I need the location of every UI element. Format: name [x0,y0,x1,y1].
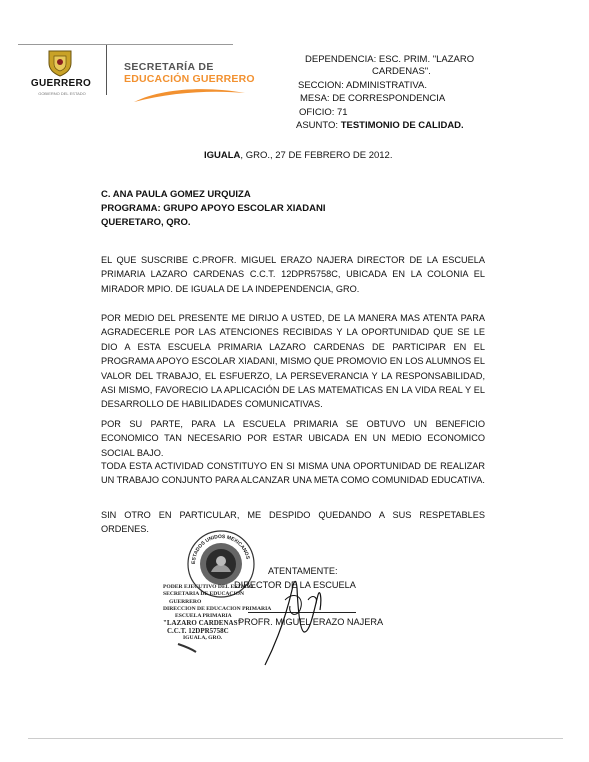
stamp-line: "LAZARO CARDENAS" [163,619,242,628]
seal-ring-text: ESTADOS UNIDOS MEXICANOS [190,533,251,565]
header-dependencia-line1: DEPENDENCIA: ESC. PRIM. "LAZARO [305,54,475,65]
asunto-value: TESTIMONIO DE CALIDAD. [340,120,464,131]
letter-date [204,150,392,161]
swoosh-decoration [132,84,247,106]
date-rest: , GRO., 27 DE FEBRERO DE 2012. [240,150,393,161]
header-mesa: MESA: DE CORRESPONDENCIA [300,93,446,104]
header-oficio: OFICIO: 71 [299,107,348,118]
stamp-line: SECRETARIA DE EDUCACION [163,591,245,598]
stamp-line: PODER EJECUTIVO DEL ESTADO [163,584,254,590]
body-paragraph-5: SIN OTRO EN PARTICULAR, ME DESPIDO QUEDANDO A SUS RESPETABLES ORDENES. [101,510,485,535]
signer-title: DIRECTOR DE LA ESCUELA [234,580,356,590]
recipient-program: PROGRAMA: GRUPO APOYO ESCOLAR XIADANI [101,203,326,214]
stamp-line: C.C.T. 12DPR5758C [167,626,229,635]
logo-state-subtitle: GOBIERNO DEL ESTADO [38,91,86,96]
body-paragraph-4: TODA ESTA ACTIVIDAD CONSTITUYO EN SI MISMA UNA OPORTUNIDAD DE REALIZAR UN TRABAJO CONJUNTO PARA ALCANZAR UNA META COMO COMUNIDAD EDUCATIVA. [101,461,485,486]
secretaria-line1: SECRETARÍA DE [124,61,214,73]
closing-atentamente: ATENTAMENTE: [268,566,338,576]
ink-smudge [176,640,198,654]
stamp-line: ESCUELA PRIMARIA [175,613,232,620]
page-bottom-rule [28,738,563,739]
stamp-line: GUERRERO [169,598,202,605]
stamp-line: IGUALA, GRO. [183,635,223,642]
handwritten-signature [230,570,370,670]
header-seccion: SECCION: ADMINISTRATIVA. [298,80,427,91]
secretaria-line2: EDUCACIÓN GUERRERO [124,73,255,85]
header-dependencia-line2: CARDENAS". [372,66,431,77]
asunto-label: ASUNTO: [296,120,341,131]
guerrero-logo [18,45,107,95]
body-paragraph-1: EL QUE SUSCRIBE C.PROFR. MIGUEL ERAZO NAJERA DIRECTOR DE LA ESCUELA PRIMARIA LAZARO CARDENAS C.C.T. 12DPR5758C, UBICADA EN LA COLONIA EL MIRADOR MPIO. DE IGUALA DE LA INDEPENDENCIA, GRO. [101,255,485,294]
stamp-line: DIRECCION DE EDUCACION PRIMARIA [163,605,272,612]
date-city: IGUALA [204,150,241,161]
logo-state-name: GUERRERO [30,78,92,89]
body-paragraph-2: POR MEDIO DEL PRESENTE ME DIRIJO A USTED, DE LA MANERA MAS ATENTA PARA AGRADECERLE POR LAS ATENCIONES RECIBIDAS Y LA OPORTUNIDAD QUE SE LE DIO A ESTA ESCUELA PRIMARIA LAZARO CARDENAS DE PARTICIPAR EN EL PROGRAMA APOYO ESCOLAR XIADANI, MISMO QUE PROMOVIO EN LOS ALUMNOS EL VALOR DEL TRABAJO, EL ESFUERZO, LA PERSEVERANCIA Y LA RESPONSABILIDAD, ASI MISMO, FAVORECIO LA APLICACIÓN DE LAS MATEMATICAS EN LA VIDA REAL Y EL DESARROLLO DE HABILIDADES COMUNICATIVAS. [101,313,485,410]
guerrero-shield-icon [45,49,75,77]
body-paragraph-3: POR SU PARTE, PARA LA ESCUELA PRIMARIA SE OBTUVO UN BENEFICIO ECONOMICO TAN NECESARIO POR ESTAR UBICADA EN UN MEDIO ECONOMICO SOCIAL BAJO. [101,419,485,458]
recipient-name: C. ANA PAULA GOMEZ URQUIZA [101,189,251,200]
recipient-location: QUERETARO, QRO. [101,217,191,228]
header-asunto [296,120,464,132]
signer-name: PROFR. MIGUEL ERAZO NAJERA [238,617,384,627]
